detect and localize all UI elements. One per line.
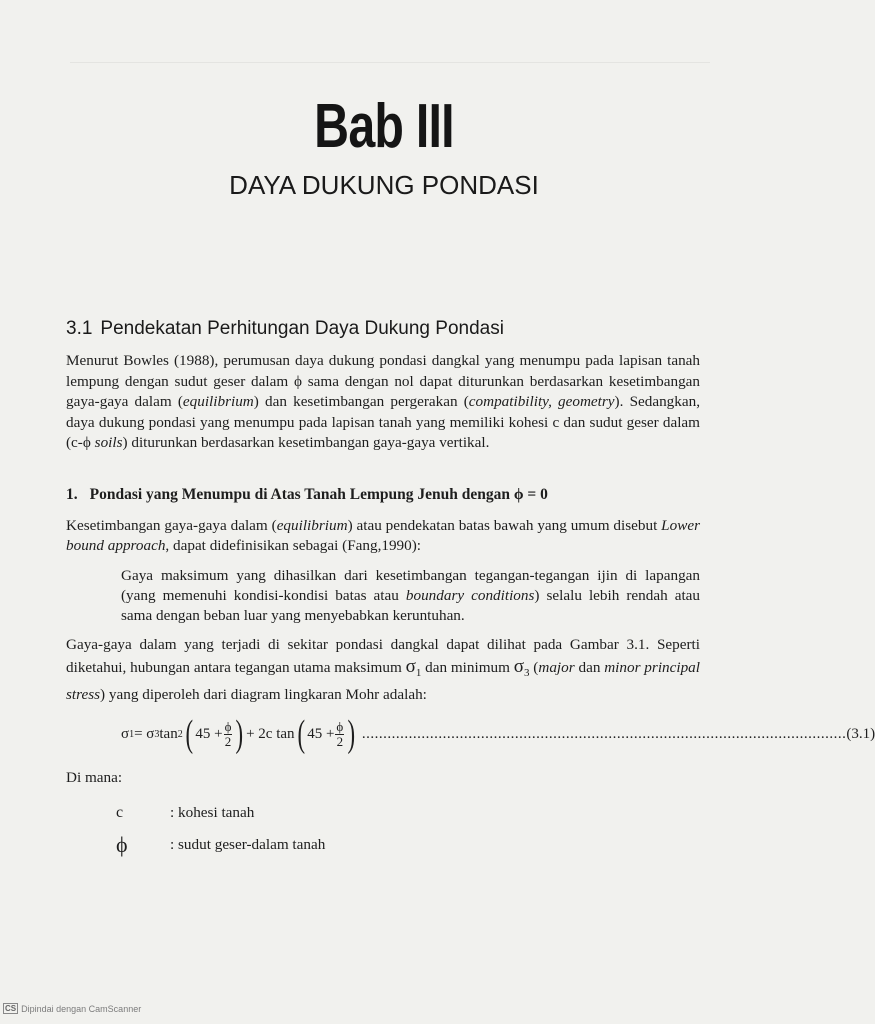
section-title: Pendekatan Perhitungan Daya Dukung Pondasi: [100, 318, 504, 339]
right-paren: ): [235, 713, 244, 755]
definition-row: [116, 804, 254, 822]
equation-leader-dots: ..................................................................................................................: [361, 725, 847, 742]
section-number: 3.1: [66, 318, 93, 339]
paragraph-mohr: [66, 634, 700, 706]
scanner-watermark: [3, 1003, 141, 1014]
paragraph-equilibrium: [66, 516, 700, 556]
eq-text: tan: [159, 725, 178, 742]
text-run: Menurut Bowles (1988), perumusan daya dukung pondasi dangkal yang menumpu pada lapisan tanah lempung dengan sudut geser dalam: [66, 352, 700, 390]
eq-text: + 2c tan: [246, 725, 295, 742]
left-paren: (: [297, 713, 305, 755]
subsection-heading: [66, 484, 548, 506]
text-run: ) yang diperoleh dari diagram lingkaran Mohr adalah:: [100, 686, 427, 704]
equation-body: [121, 715, 358, 753]
italic-term: equilibrium: [182, 393, 254, 410]
text-run: (: [529, 658, 539, 676]
eq-sigma: σ: [121, 725, 130, 742]
chapter-subtitle: DAYA DUKUNG PONDASI: [229, 170, 539, 200]
text-run: ) selalu lebih rendah atau sama dengan beban luar yang menyebabkan keruntuhan.: [121, 587, 701, 624]
eq-text: 45 +: [307, 725, 335, 742]
eq-denominator: 2: [336, 733, 344, 749]
definition-symbol: ϕ: [116, 832, 128, 857]
eq-subscript: 3: [154, 728, 160, 740]
subsection-title: Pondasi yang Menumpu di Atas Tanah Lempung Jenuh dengan ϕ = 0: [89, 486, 548, 503]
italic-term: compatibility, geometry: [468, 393, 615, 410]
subsection-number: 1.: [66, 486, 78, 503]
text-run: ). Sedangkan, daya dukung pondasi yang menumpu pada lapisan tanah yang memiliki kohesi c dan sudut geser dalam (c-ϕ: [66, 393, 701, 451]
sigma-symbol: σ: [513, 655, 524, 677]
eq-text: 45 +: [195, 725, 223, 742]
paragraph-bowles: [66, 351, 700, 454]
equation-3-1: [121, 708, 875, 760]
phi-symbol: ϕ: [293, 372, 302, 390]
definitions-intro: Di mana:: [66, 769, 123, 786]
equation-number: (3.1): [846, 725, 875, 742]
subscript: 3: [524, 666, 530, 679]
italic-term: soils: [94, 434, 123, 451]
text-run: ) diturunkan berdasarkan kesetimbangan gaya-gaya vertikal.: [122, 434, 490, 451]
text-run: Gaya maksimum yang dihasilkan dari kesetimbangan tegangan-tegangan ijin di lapangan (yang memenuhi kondisi-kondisi batas atau: [121, 567, 700, 604]
text-run: ) dan kesetimbangan pergerakan (: [253, 393, 469, 410]
subscript: 1: [415, 666, 422, 679]
text-run: Gaya-gaya dalam yang terjadi di sekitar pondasi dangkal dapat dilihat pada Gambar 3.1. Seperti diketahui, hubungan antara tegangan utama maksimum: [66, 636, 700, 676]
definition-text: : sudut geser-dalam tanah: [170, 836, 326, 853]
right-paren: ): [347, 713, 356, 755]
italic-term: boundary conditions: [405, 587, 535, 604]
italic-term: Lower bound approach: [66, 517, 700, 554]
eq-numerator: ϕ: [336, 718, 344, 734]
eq-numerator: ϕ: [224, 718, 232, 734]
text-run: , dapat didefinisikan sebagai (Fang,1990):: [165, 537, 422, 554]
definition-text: : kohesi tanah: [170, 804, 255, 821]
sigma-symbol: σ: [405, 655, 416, 677]
left-paren: (: [185, 713, 193, 755]
text-run: dan: [574, 658, 605, 676]
bleed-through-line: [70, 62, 710, 63]
italic-term: equilibrium: [276, 517, 348, 534]
definition-row: [116, 832, 326, 857]
eq-superscript: 2: [177, 728, 183, 740]
section-heading: [66, 316, 504, 342]
scanner-text: Dipindai dengan CamScanner: [21, 1003, 142, 1014]
chapter-title: Bab III: [314, 92, 454, 161]
italic-term: major: [538, 658, 575, 676]
eq-fraction: [335, 720, 344, 749]
text-run: ) atau pendekatan batas bawah yang umum disebut: [347, 517, 662, 534]
block-quote: [121, 566, 700, 626]
camscanner-logo-icon: CS: [5, 1004, 17, 1013]
eq-text: = σ: [134, 725, 155, 742]
eq-denominator: 2: [224, 733, 232, 749]
text-run: sama dengan nol dapat diturunkan berdasarkan kesetimbangan gaya-gaya dalam (: [66, 372, 700, 410]
eq-fraction: [224, 720, 233, 749]
eq-subscript: 1: [129, 728, 135, 740]
definition-symbol: c: [116, 804, 124, 821]
text-run: Kesetimbangan gaya-gaya dalam (: [66, 517, 277, 534]
text-run: dan minimum: [421, 658, 514, 676]
italic-term: minor principal stress: [66, 658, 700, 704]
